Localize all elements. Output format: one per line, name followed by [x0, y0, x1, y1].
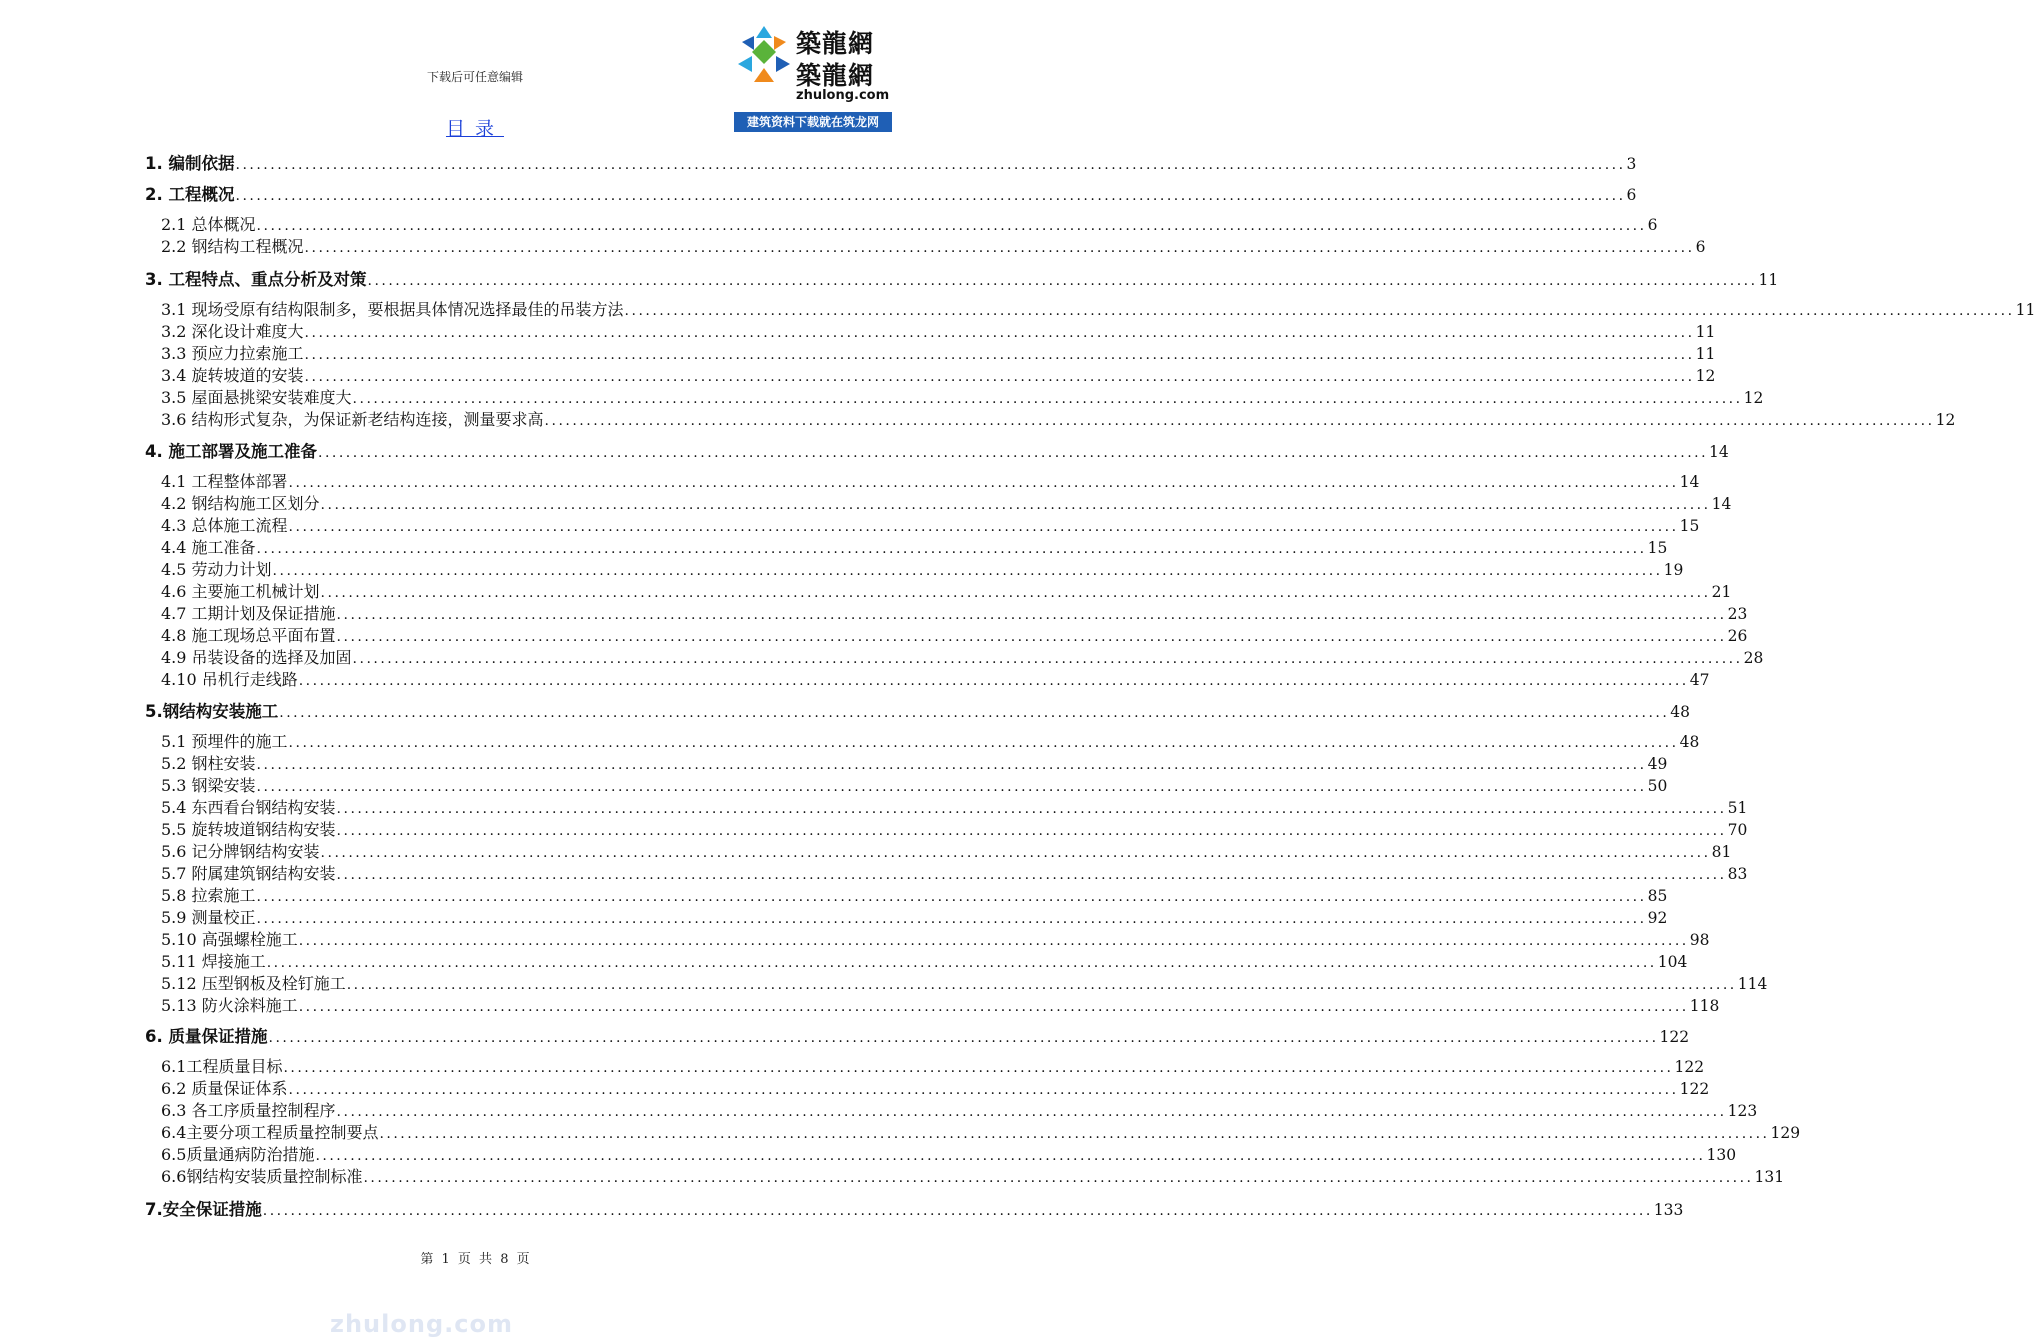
toc-leader-dots: ........................................................................................................................................................................................................: [320, 845, 1711, 861]
toc-entry-label: 7.安全保证措施: [145, 1200, 262, 1219]
toc-leader-dots: ........................................................................................................................................................................................................: [268, 1030, 1659, 1046]
toc-entry-label: 5.钢结构安装施工: [145, 702, 279, 721]
toc-entry-label: 4.1 工程整体部署: [161, 472, 288, 491]
toc-entry[interactable]: [161, 729, 1700, 752]
toc-entry[interactable]: [161, 839, 1732, 862]
toc-entry[interactable]: [161, 1142, 1737, 1165]
toc-entry[interactable]: [161, 234, 1706, 257]
toc-entry[interactable]: [161, 1054, 1705, 1077]
logo-slogan: 建筑资料下载就在筑龙网: [734, 112, 892, 132]
toc-entry[interactable]: [145, 181, 1637, 205]
toc-leader-dots: ........................................................................................................................................................................................................: [256, 911, 1647, 927]
toc-entry-label: 5.12 压型钢板及栓钉施工: [161, 974, 346, 993]
logo-domain: zhulong.com: [796, 88, 890, 103]
toc-leader-dots: ........................................................................................................................................................................................................: [318, 445, 1709, 461]
toc-entry-label: 3. 工程特点、重点分析及对策: [145, 270, 367, 289]
toc-entry-page: 85: [1647, 887, 1668, 905]
toc-leader-dots: ........................................................................................................................................................................................................: [266, 955, 1657, 971]
toc-entry-label: 4.8 施工现场总平面布置: [161, 626, 336, 645]
toc-entry-label: 5.6 记分牌钢结构安装: [161, 842, 320, 861]
toc-entry-label: 3.5 屋面悬挑梁安装难度大: [161, 388, 352, 407]
toc-leader-dots: ........................................................................................................................................................................................................: [256, 889, 1647, 905]
toc-entry-page: 14: [1709, 443, 1729, 461]
watermark: zhulong.com: [330, 1310, 513, 1338]
toc-entry[interactable]: [161, 645, 1764, 668]
toc-entry-label: 4.5 劳动力计划: [161, 560, 272, 579]
toc-entry-page: 122: [1674, 1058, 1705, 1076]
toc-title[interactable]: 目录: [445, 118, 504, 140]
toc-entry-label: 1. 编制依据: [145, 154, 235, 173]
toc-entry-label: 5.13 防火涂料施工: [161, 996, 298, 1015]
toc-entry-label: 4.6 主要施工机械计划: [161, 582, 320, 601]
toc-leader-dots: ........................................................................................................................................................................................................: [288, 519, 1679, 535]
toc-leader-dots: ........................................................................................................................................................................................................: [320, 497, 1711, 513]
toc-entry-page: 122: [1679, 1080, 1710, 1098]
toc-entry-label: 6. 质量保证措施: [145, 1027, 268, 1046]
toc-entry-page: 12: [1743, 389, 1764, 407]
toc-leader-dots: ........................................................................................................................................................................................................: [304, 240, 1695, 256]
toc-leader-dots: ........................................................................................................................................................................................................: [367, 273, 1758, 289]
toc-leader-dots: ........................................................................................................................................................................................................: [262, 1203, 1653, 1219]
toc-entry-page: 47: [1689, 671, 1710, 689]
toc-leader-dots: ........................................................................................................................................................................................................: [298, 673, 1689, 689]
toc-entry[interactable]: [161, 993, 1720, 1016]
toc-entry-page: 48: [1679, 733, 1700, 751]
toc-entry[interactable]: [161, 319, 1716, 342]
toc-leader-dots: ........................................................................................................................................................................................................: [256, 218, 1647, 234]
toc-entry-page: 6: [1647, 216, 1658, 234]
toc-entry[interactable]: [161, 667, 1710, 690]
toc-entry[interactable]: [161, 535, 1668, 558]
toc-entry-page: 11: [1695, 323, 1716, 341]
toc-entry-page: 122: [1659, 1028, 1690, 1046]
toc-entry-page: 81: [1711, 843, 1732, 861]
toc-entry[interactable]: [161, 795, 1748, 818]
toc-entry-label: 5.8 拉索施工: [161, 886, 256, 905]
toc-entry-page: 130: [1706, 1146, 1737, 1164]
toc-entry-page: 19: [1663, 561, 1684, 579]
header-note: 下载后可任意编辑: [426, 70, 523, 84]
toc-entry-page: 21: [1711, 583, 1732, 601]
toc-entry[interactable]: [161, 341, 1716, 364]
toc-entry-label: 3.4 旋转坡道的安装: [161, 366, 304, 385]
toc-leader-dots: ........................................................................................................................................................................................................: [624, 303, 2015, 319]
toc-entry-page: 14: [1679, 473, 1700, 491]
toc-entry-label: 4.4 施工准备: [161, 538, 256, 557]
toc-leader-dots: ........................................................................................................................................................................................................: [256, 541, 1647, 557]
toc-leader-dots: ........................................................................................................................................................................................................: [235, 157, 1626, 173]
toc-entry-page: 92: [1647, 909, 1668, 927]
toc-entry[interactable]: [161, 1098, 1758, 1121]
toc-entry[interactable]: [145, 698, 1691, 722]
toc-entry-page: 11: [2015, 301, 2035, 319]
toc-entry[interactable]: [161, 579, 1732, 602]
toc-leader-dots: ........................................................................................................................................................................................................: [256, 779, 1647, 795]
toc-leader-dots: ........................................................................................................................................................................................................: [283, 1060, 1674, 1076]
toc-entry-label: 3.6 结构形式复杂，为保证新老结构连接，测量要求高: [161, 410, 544, 429]
toc-entry-label: 6.2 质量保证体系: [161, 1079, 288, 1098]
toc-entry[interactable]: [161, 623, 1748, 646]
toc-entry[interactable]: [161, 469, 1700, 492]
toc-leader-dots: ........................................................................................................................................................................................................: [288, 475, 1679, 491]
toc-leader-dots: ........................................................................................................................................................................................................: [304, 347, 1695, 363]
toc-entry-page: 70: [1727, 821, 1748, 839]
toc-entry-page: 129: [1770, 1124, 1801, 1142]
toc-leader-dots: ........................................................................................................................................................................................................: [279, 705, 1670, 721]
toc-entry[interactable]: [161, 297, 2035, 320]
toc-entry[interactable]: [161, 557, 1684, 580]
toc-entry[interactable]: [161, 927, 1710, 950]
toc-leader-dots: ........................................................................................................................................................................................................: [272, 563, 1663, 579]
toc-entry[interactable]: [161, 363, 1716, 386]
toc-entry-label: 4.3 总体施工流程: [161, 516, 288, 535]
toc-leader-dots: ........................................................................................................................................................................................................: [336, 867, 1727, 883]
toc-entry-page: 28: [1743, 649, 1764, 667]
toc-entry-page: 6: [1626, 186, 1637, 204]
toc-entry[interactable]: [161, 1076, 1710, 1099]
toc-entry[interactable]: [161, 601, 1748, 624]
toc-entry-page: 23: [1727, 605, 1748, 623]
toc-entry-page: 12: [1935, 411, 1956, 429]
toc-entry-page: 133: [1653, 1201, 1684, 1219]
toc-leader-dots: ........................................................................................................................................................................................................: [288, 735, 1679, 751]
toc-entry-page: 114: [1737, 975, 1768, 993]
toc-entry-label: 5.9 测量校正: [161, 908, 256, 927]
toc-leader-dots: ........................................................................................................................................................................................................: [336, 801, 1727, 817]
toc-entry[interactable]: [161, 883, 1668, 906]
toc-entry-label: 6.3 各工序质量控制程序: [161, 1101, 336, 1120]
toc-entry-page: 26: [1727, 627, 1748, 645]
toc-entry[interactable]: [161, 817, 1748, 840]
toc-entry-label: 6.6钢结构安装质量控制标准: [161, 1167, 363, 1186]
toc-leader-dots: ........................................................................................................................................................................................................: [298, 933, 1689, 949]
toc-entry-label: 5.10 高强螺栓施工: [161, 930, 298, 949]
toc-entry-label: 5.7 附属建筑钢结构安装: [161, 864, 336, 883]
toc-leader-dots: ........................................................................................................................................................................................................: [298, 999, 1689, 1015]
toc-leader-dots: ........................................................................................................................................................................................................: [304, 369, 1695, 385]
toc-entry-label: 4.10 吊机行走线路: [161, 670, 298, 689]
toc-entry-label: 4.9 吊装设备的选择及加固: [161, 648, 352, 667]
toc-leader-dots: ........................................................................................................................................................................................................: [336, 823, 1727, 839]
page-footer: 第 1 页 共 8 页: [420, 1252, 530, 1267]
toc-leader-dots: ........................................................................................................................................................................................................: [336, 607, 1727, 623]
toc-entry-page: 98: [1689, 931, 1710, 949]
toc-entry-label: 5.4 东西看台钢结构安装: [161, 798, 336, 817]
toc-leader-dots: ........................................................................................................................................................................................................: [336, 629, 1727, 645]
toc-entry-label: 5.2 钢柱安装: [161, 754, 256, 773]
toc-entry[interactable]: [161, 385, 1764, 408]
toc-entry-label: 4. 施工部署及施工准备: [145, 442, 317, 461]
toc-entry-page: 6: [1695, 238, 1706, 256]
toc-leader-dots: ........................................................................................................................................................................................................: [352, 391, 1743, 407]
toc-entry-label: 5.11 焊接施工: [161, 952, 266, 971]
toc-entry[interactable]: [161, 905, 1668, 928]
toc-leader-dots: ........................................................................................................................................................................................................: [346, 977, 1737, 993]
toc-leader-dots: ........................................................................................................................................................................................................: [544, 413, 1935, 429]
toc-entry-page: 131: [1754, 1168, 1785, 1186]
toc-entry-page: 15: [1679, 517, 1700, 535]
toc-entry[interactable]: [145, 266, 1779, 290]
toc-entry[interactable]: [161, 751, 1668, 774]
toc-entry-page: 14: [1711, 495, 1732, 513]
toc-entry-page: 49: [1647, 755, 1668, 773]
toc-entry-label: 4.7 工期计划及保证措施: [161, 604, 336, 623]
logo-brand-bottom: 築龍網: [796, 61, 875, 90]
toc-leader-dots: ........................................................................................................................................................................................................: [336, 1104, 1727, 1120]
toc-entry-page: 11: [1695, 345, 1716, 363]
toc-leader-dots: ........................................................................................................................................................................................................: [363, 1170, 1754, 1186]
toc-entry-label: 6.4主要分项工程质量控制要点: [161, 1123, 379, 1142]
toc-entry[interactable]: [161, 491, 1732, 514]
toc-entry-label: 2. 工程概况: [145, 185, 235, 204]
toc-entry[interactable]: [161, 773, 1668, 796]
toc-entry[interactable]: [145, 150, 1637, 174]
toc-entry[interactable]: [161, 212, 1658, 235]
toc-entry-label: 5.3 钢梁安装: [161, 776, 256, 795]
toc-entry-page: 11: [1758, 271, 1779, 289]
toc-leader-dots: ........................................................................................................................................................................................................: [379, 1126, 1770, 1142]
toc-entry[interactable]: [161, 861, 1748, 884]
toc-leader-dots: ........................................................................................................................................................................................................: [352, 651, 1743, 667]
toc-entry[interactable]: [145, 1023, 1690, 1047]
toc-entry[interactable]: [145, 438, 1729, 462]
toc-entry-label: 5.5 旋转坡道钢结构安装: [161, 820, 336, 839]
toc-entry-label: 3.1 现场受原有结构限制多，要根据具体情况选择最佳的吊装方法: [161, 300, 624, 319]
toc-entry[interactable]: [161, 1120, 1801, 1143]
logo-brand-top: 築龍網: [796, 29, 875, 58]
toc-entry-page: 118: [1689, 997, 1720, 1015]
toc-entry[interactable]: [161, 1164, 1785, 1187]
toc-entry-label: 6.1工程质量目标: [161, 1057, 283, 1076]
toc-entry-label: 4.2 钢结构施工区划分: [161, 494, 320, 513]
toc-entry[interactable]: [161, 407, 1956, 430]
toc-entry-label: 6.5质量通病防治措施: [161, 1145, 315, 1164]
toc-entry-page: 15: [1647, 539, 1668, 557]
toc-entry-label: 2.1 总体概况: [161, 215, 256, 234]
toc-leader-dots: ........................................................................................................................................................................................................: [304, 325, 1695, 341]
toc-leader-dots: ........................................................................................................................................................................................................: [288, 1082, 1679, 1098]
toc-leader-dots: ........................................................................................................................................................................................................: [315, 1148, 1706, 1164]
toc-entry[interactable]: [145, 1196, 1684, 1220]
toc-entry-page: 12: [1695, 367, 1716, 385]
toc-entry-page: 123: [1727, 1102, 1758, 1120]
toc-leader-dots: ........................................................................................................................................................................................................: [256, 757, 1647, 773]
toc-entry-label: 3.3 预应力拉索施工: [161, 344, 304, 363]
toc-entry[interactable]: [161, 971, 1768, 994]
toc-entry-label: 2.2 钢结构工程概况: [161, 237, 304, 256]
toc-entry-page: 83: [1727, 865, 1748, 883]
toc-entry[interactable]: [161, 949, 1688, 972]
toc-entry-page: 48: [1670, 703, 1691, 721]
toc-entry-label: 3.2 深化设计难度大: [161, 322, 304, 341]
toc-leader-dots: ........................................................................................................................................................................................................: [235, 188, 1626, 204]
toc-entry[interactable]: [161, 513, 1700, 536]
toc-entry-page: 3: [1626, 155, 1637, 173]
toc-entry-page: 51: [1727, 799, 1748, 817]
toc-entry-label: 5.1 预埋件的施工: [161, 732, 288, 751]
toc-leader-dots: ........................................................................................................................................................................................................: [320, 585, 1711, 601]
toc-entry-page: 50: [1647, 777, 1668, 795]
toc-entry-page: 104: [1657, 953, 1688, 971]
